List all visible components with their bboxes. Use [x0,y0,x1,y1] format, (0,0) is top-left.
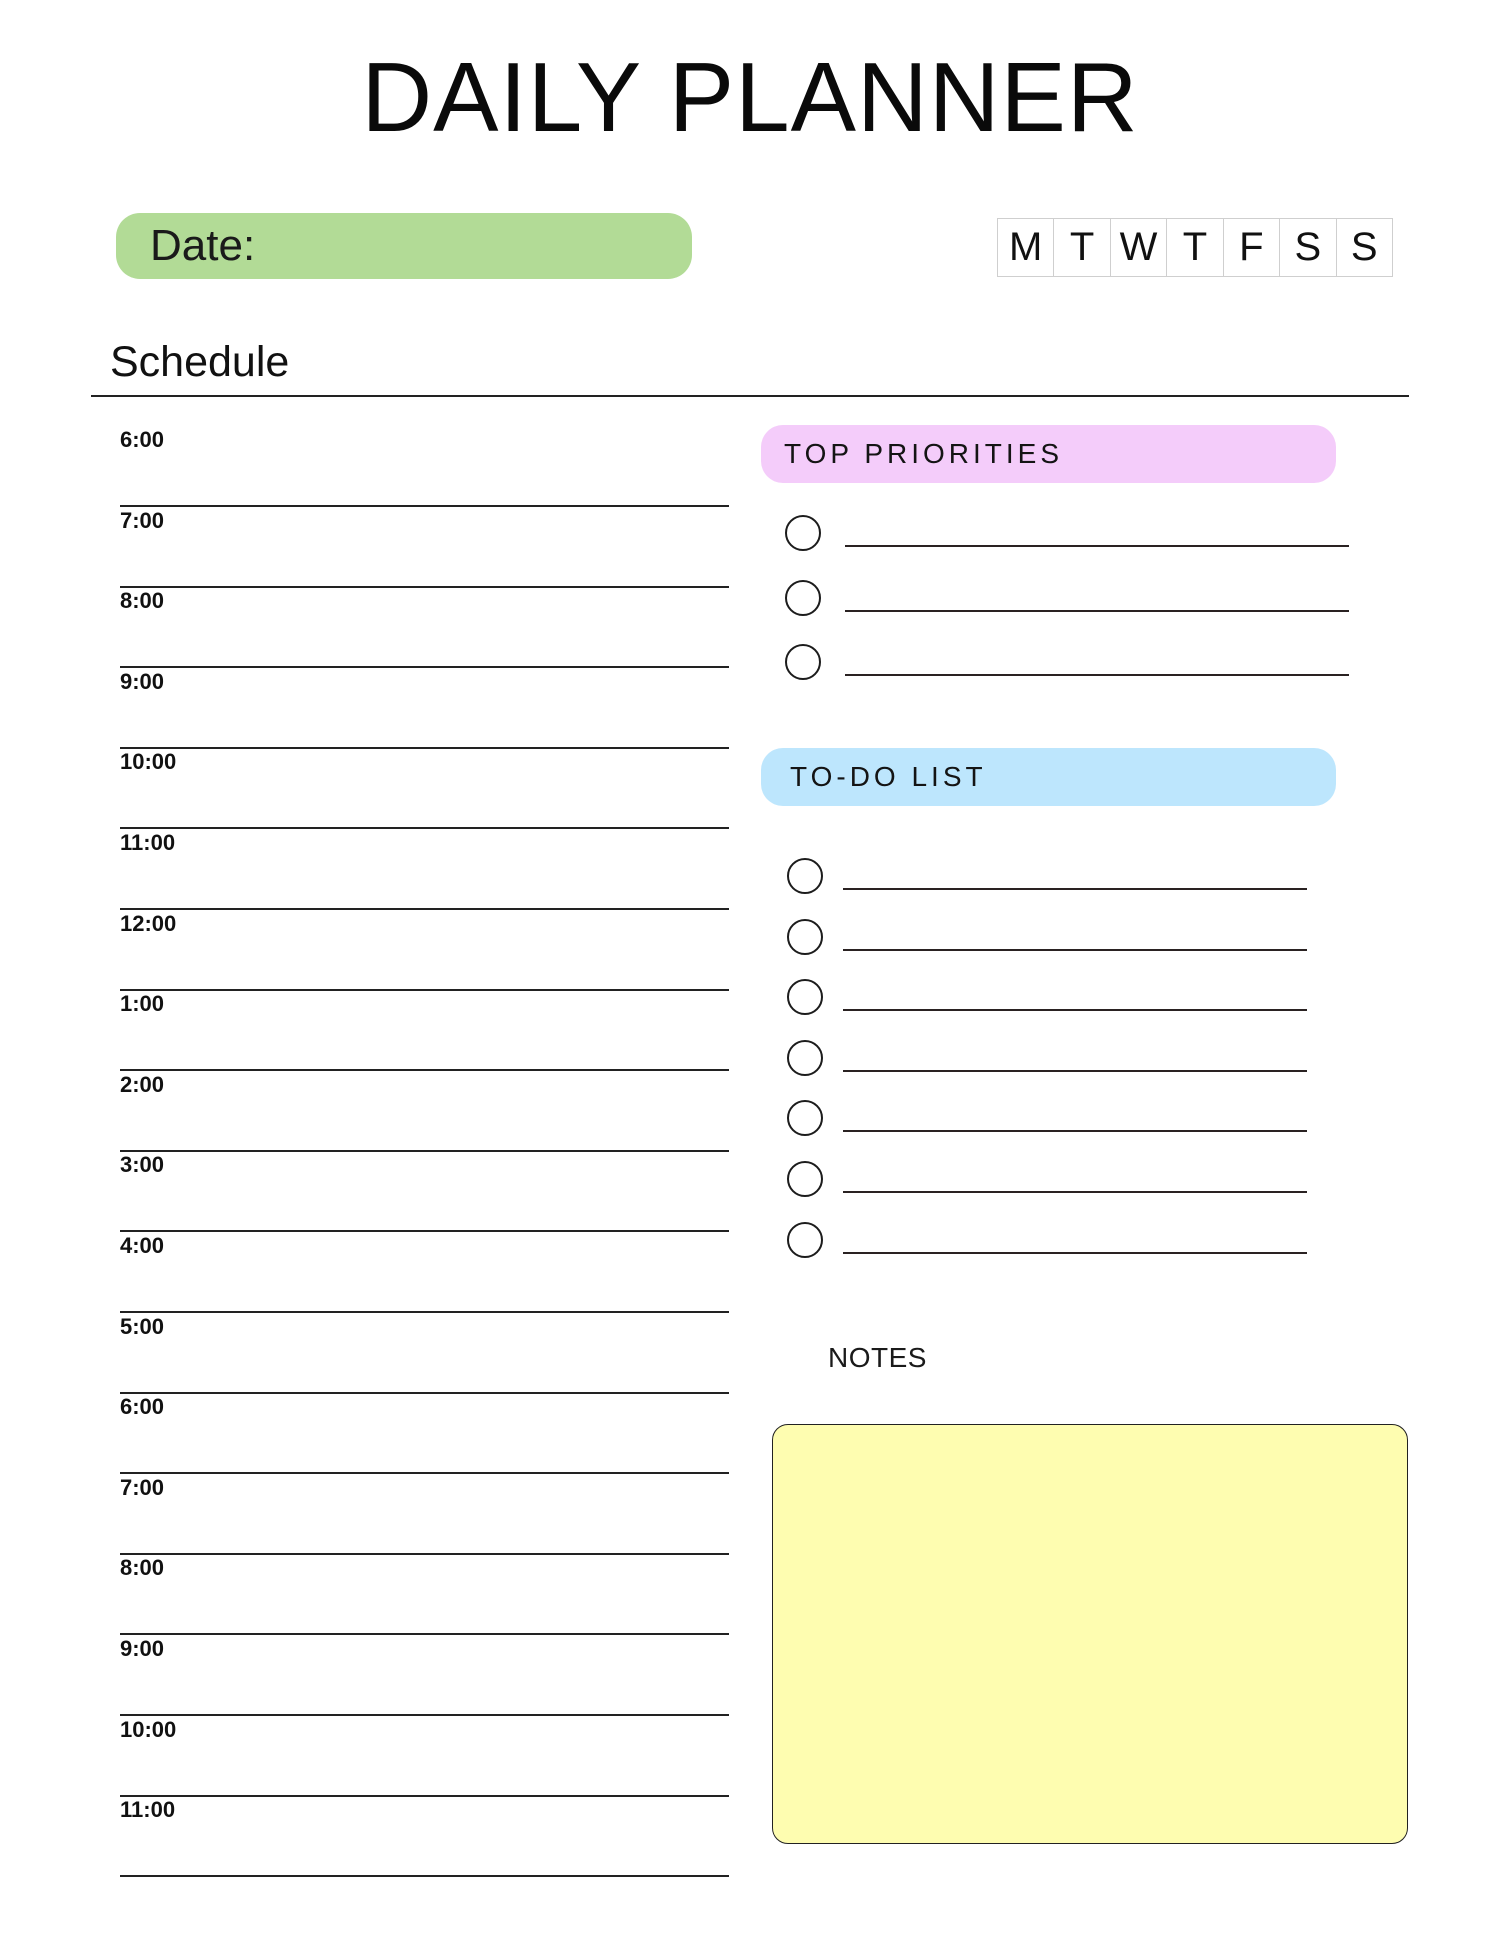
schedule-slot[interactable] [120,427,729,507]
schedule-slot[interactable] [120,1152,729,1232]
notes-heading: NOTES [828,1342,927,1373]
top-priorities-heading: TOP PRIORITIES [784,438,1064,469]
schedule-slot[interactable] [120,588,729,668]
checkbox-circle[interactable] [787,858,823,894]
schedule-slot[interactable] [120,1394,729,1474]
entry-line[interactable] [845,610,1349,612]
entry-line[interactable] [843,1070,1307,1072]
notes-area[interactable] [772,1424,1408,1844]
todo-banner [761,748,1336,806]
schedule-time-label: 4:00 [120,1233,165,1258]
schedule-slot[interactable] [120,1072,729,1152]
schedule-slot[interactable] [120,991,729,1071]
priority-item [785,515,1349,559]
schedule-line [120,1875,729,1877]
schedule-time-label: 6:00 [120,1394,165,1420]
todo-item [787,1100,1307,1144]
priority-item [785,644,1349,688]
schedule-slot[interactable] [120,508,729,588]
schedule-slot[interactable] [120,911,729,991]
checkbox-circle[interactable] [787,1222,823,1258]
priority-item [785,580,1349,624]
checkbox-circle[interactable] [787,1161,823,1197]
schedule-slot[interactable] [120,1636,729,1716]
checkbox-circle[interactable] [785,515,821,551]
schedule-slot[interactable] [120,749,729,829]
checkbox-circle[interactable] [787,919,823,955]
entry-line[interactable] [845,545,1349,547]
weekday-saturday[interactable]: S [1280,219,1336,276]
weekday-sunday[interactable]: S [1337,219,1393,276]
schedule-divider [91,395,1409,397]
todo-item [787,979,1307,1023]
schedule-time-label: 9:00 [120,1636,165,1661]
weekday-selector [997,218,1393,277]
todo-item [787,858,1307,902]
checkbox-circle[interactable] [787,1100,823,1136]
top-priorities-banner [761,425,1336,483]
schedule-time-label: 1:00 [120,991,165,1017]
schedule-slot[interactable] [120,1797,729,1877]
schedule-time-label: 3:00 [120,1152,165,1178]
entry-line[interactable] [843,949,1307,951]
schedule-slot[interactable] [120,830,729,910]
weekday-tuesday[interactable]: T [1054,219,1110,276]
checkbox-circle[interactable] [787,979,823,1015]
schedule-slot[interactable] [120,1233,729,1313]
entry-line[interactable] [843,1130,1307,1132]
entry-line[interactable] [843,1191,1307,1193]
schedule-time-label: 5:00 [120,1313,165,1339]
schedule-time-label: 7:00 [120,507,165,533]
weekday-thursday[interactable]: T [1167,219,1223,276]
schedule-time-label: 12:00 [120,910,177,936]
weekday-wednesday[interactable]: W [1111,219,1167,276]
entry-line[interactable] [845,674,1349,676]
schedule-time-label: 7:00 [120,1474,165,1500]
schedule-time-label: 2:00 [120,1071,165,1097]
schedule-slot[interactable] [120,669,729,749]
schedule-time-label: 10:00 [120,749,177,775]
entry-line[interactable] [843,1252,1307,1254]
checkbox-circle[interactable] [787,1040,823,1076]
checkbox-circle[interactable] [785,644,821,680]
todo-item [787,1222,1307,1266]
todo-heading: TO-DO LIST [790,761,987,792]
date-field[interactable] [116,213,692,279]
page-title: DAILY PLANNER [361,42,1139,152]
schedule-time-label: 11:00 [120,830,176,855]
schedule-time-label: 11:00 [120,1797,176,1823]
schedule-heading: Schedule [110,338,290,386]
todo-item [787,1040,1307,1084]
schedule-slot[interactable] [120,1717,729,1797]
schedule-time-label: 8:00 [120,588,165,614]
schedule-slot[interactable] [120,1555,729,1635]
schedule-slot[interactable] [120,1475,729,1555]
entry-line[interactable] [843,1009,1307,1011]
checkbox-circle[interactable] [785,580,821,616]
todo-item [787,1161,1307,1205]
date-label: Date: [150,221,256,270]
schedule-slot[interactable] [120,1314,729,1394]
todo-item [787,919,1307,963]
weekday-friday[interactable]: F [1224,219,1280,276]
schedule-time-label: 9:00 [120,668,165,694]
schedule-time-label: 6:00 [120,427,165,452]
entry-line[interactable] [843,888,1307,890]
weekday-monday[interactable]: M [998,219,1054,276]
schedule-time-label: 8:00 [120,1555,165,1581]
schedule-time-label: 10:00 [120,1716,177,1742]
